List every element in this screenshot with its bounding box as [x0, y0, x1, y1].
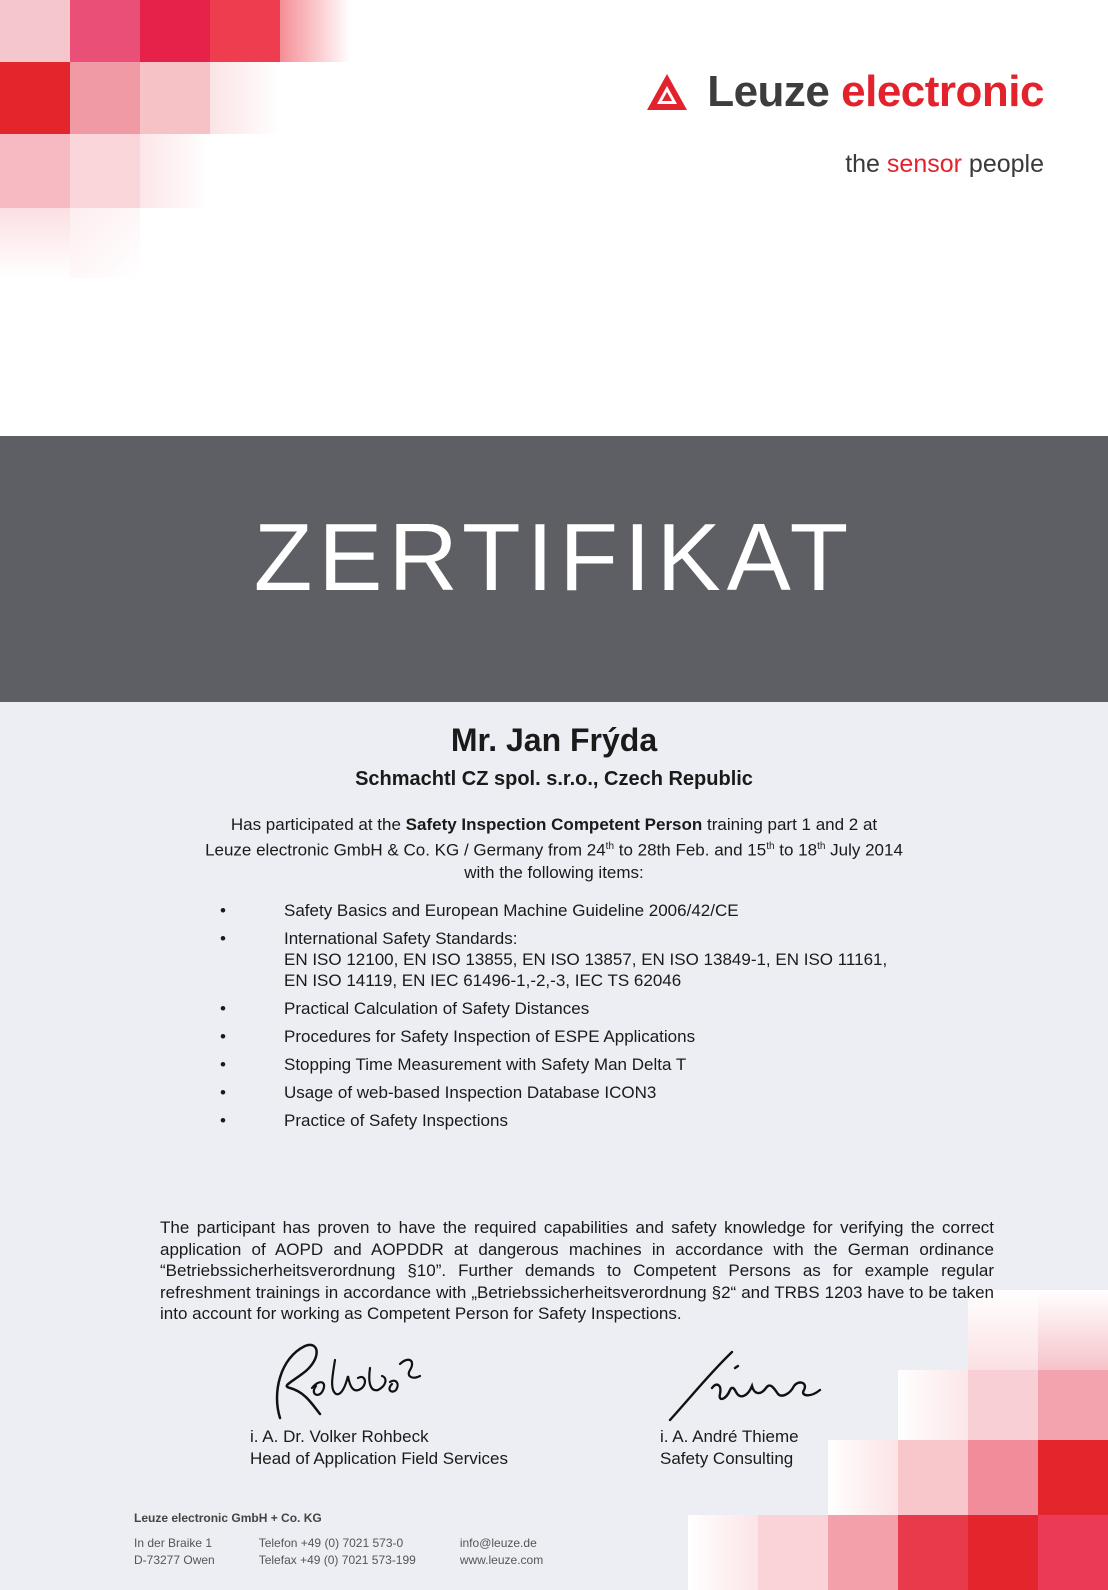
competence-statement: The participant has proven to have the required capabilities and safety knowledge for verifying the correct application of AOPD and AOPDDR at dangerous machines in accordance with the German ordinance “Betriebssicherheitsverordnung §10”. Further demands to Competent Persons as for example regular refreshment trainings in accordance with „Betriebssicherheitsverordnung §2“ and TRBS 1203 have to be taken into account for working as Competent Person for Safety Inspections.: [160, 1218, 994, 1323]
list-item: • Safety Basics and European Machine Guideline 2006/42/CE: [214, 900, 974, 921]
footer-company: Leuze electronic GmbH + Co. KG: [134, 1511, 322, 1525]
intro-line-2: Leuze electronic GmbH & Co. KG / Germany from 24th to 28th Feb. and 15th to 18th July 2014: [205, 840, 903, 860]
standards-line-2: EN ISO 14119, EN IEC 61496-1,-2,-3, IEC TS 62046: [284, 971, 682, 990]
handwritten-signature-thieme: [660, 1338, 840, 1426]
list-item: • Practice of Safety Inspections: [214, 1110, 974, 1131]
standards-line-1: EN ISO 12100, EN ISO 13855, EN ISO 13857, EN ISO 13849-1, EN ISO 11161,: [284, 950, 888, 969]
footer-email: info@leuze.de: [459, 1536, 537, 1550]
list-item: • Usage of web-based Inspection Database ICON3: [214, 1082, 974, 1103]
training-items-list: [214, 900, 974, 1138]
recipient-company: Schmachtl CZ spol. s.r.o., Czech Republic: [355, 768, 753, 790]
handwritten-signature-rohbeck: [250, 1338, 440, 1426]
leuze-logo: [645, 67, 1044, 116]
intro-line-3: with the following items:: [464, 862, 644, 882]
signature-thieme: [660, 1338, 840, 1470]
signatory-role-right: Safety Consulting: [660, 1449, 794, 1468]
signature-rohbeck: [250, 1338, 508, 1470]
signatory-name-left: i. A. Dr. Volker Rohbeck: [250, 1427, 429, 1446]
footer-web: www.leuze.com: [459, 1553, 544, 1567]
footer-phone: Telefon +49 (0) 7021 573-0 Telefax +49 (0) 7021 573-199: [258, 1536, 416, 1567]
intro-line-1: Has participated at the Safety Inspection Competent Person training part 1 and 2 at: [230, 815, 878, 834]
footer-address: In der Braike 1 D-73277 Owen: [134, 1536, 215, 1567]
decorative-mosaic-top-left: [0, 0, 380, 290]
leuze-triangle-icon: [645, 72, 689, 112]
brand-name-leuze: Leuze: [707, 67, 830, 116]
footer-contact: [460, 1535, 543, 1569]
list-item: • Procedures for Safety Inspection of ESPE Applications: [214, 1026, 974, 1047]
list-item: • Practical Calculation of Safety Distances: [214, 998, 974, 1019]
list-item: • Stopping Time Measurement with Safety Man Delta T: [214, 1054, 974, 1075]
brand-tagline: the sensor people: [845, 150, 1044, 178]
brand-name-electronic: electronic: [841, 67, 1044, 116]
certificate-title: ZERTIFIKAT: [253, 504, 855, 611]
list-item: • International Safety Standards: EN ISO 12100, EN ISO 13855, EN ISO 13857, EN ISO 13849-1, EN ISO 11161, EN ISO 14119, EN IEC 61496-1,-2,-3, IEC TS 62046: [214, 928, 974, 991]
company-footer: [134, 1510, 587, 1569]
participation-statement: [150, 814, 958, 884]
recipient-name: Mr. Jan Frýda: [450, 722, 658, 758]
signatory-name-right: i. A. André Thieme: [660, 1427, 799, 1446]
signatory-role-left: Head of Application Field Services: [250, 1449, 508, 1468]
